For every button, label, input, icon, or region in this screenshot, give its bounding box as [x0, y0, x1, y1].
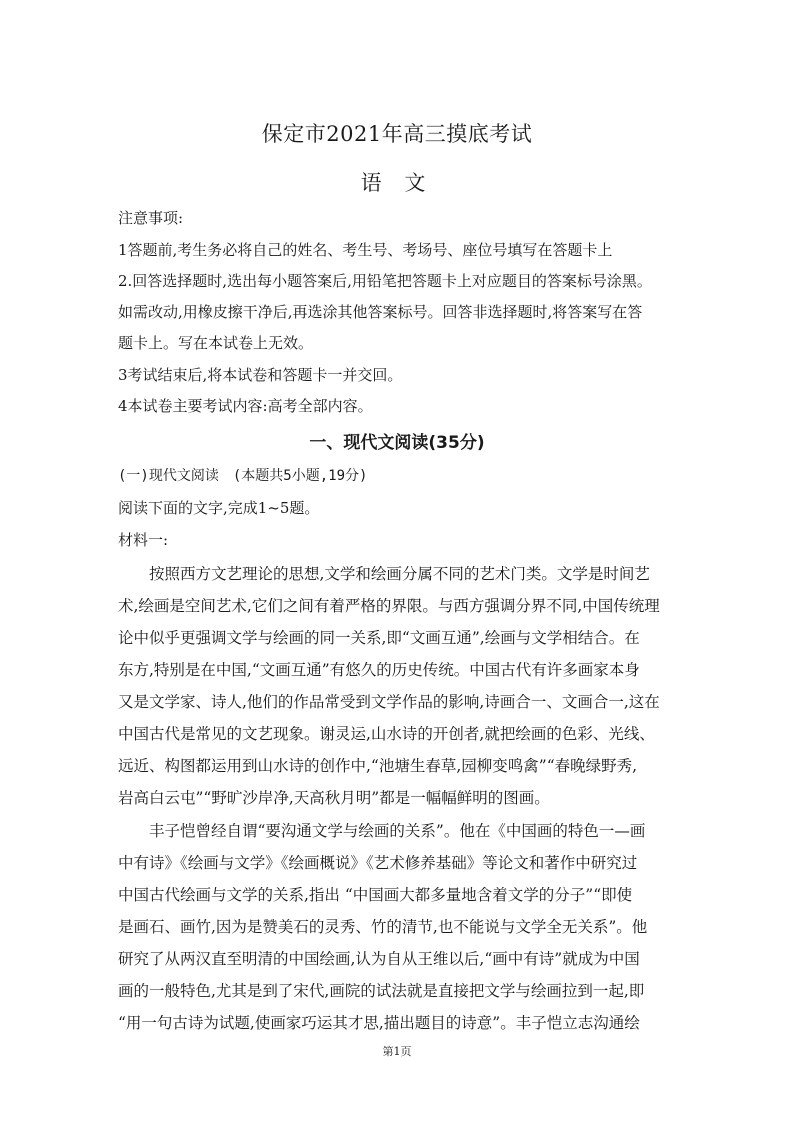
reading-instruction: 阅读下面的文字,完成1~5题。: [118, 499, 320, 517]
notice-item: 1答题前,考生务必将自己的姓名、考生号、考场号、座位号填写在答题卡上: [118, 241, 613, 259]
passage-line: 东方,特别是在中国,“文画互通”有悠久的历史传统。中国古代有许多画家本身: [118, 661, 640, 679]
subject-title: 语 文: [360, 171, 434, 195]
material-label: 材料一:: [118, 531, 169, 549]
notice-item: 3考试结束后,将本试卷和答题卡一并交回。: [118, 366, 403, 384]
passage-line: 又是文学家、诗人,他们的作品常受到文学作品的影响,诗画合一、文画合一,这在: [118, 693, 660, 711]
passage-line: 中有诗》《绘画与文学》《绘画概说》《艺术修养基础》等论文和著作中研究过: [118, 854, 638, 872]
passage-line: 研究了从两汉直至明清的中国绘画,认为自从王维以后,“画中有诗”就成为中国: [118, 950, 640, 968]
exam-title: 保定市2021年高三摸底考试: [261, 122, 533, 146]
passage-line: 是画石、画竹,因为是赞美石的灵秀、竹的清节,也不能说与文学全无关系”。他: [118, 918, 648, 936]
notice-item: 4本试卷主要考试内容:高考全部内容。: [118, 397, 373, 415]
passage-line: 论中似乎更强调文学与绘画的同一关系,即“文画互通”,绘画与文学相结合。在: [118, 629, 640, 647]
notice-item: 如需改动,用橡皮擦干净后,再选涂其他答案标号。回答非选择题时,将答案写在答: [118, 303, 643, 321]
passage-line: 远近、构图都运用到山水诗的创作中,“池塘生春草,园柳变鸣禽”“春晚绿野秀,: [118, 757, 638, 775]
passage-line: 岩高白云屯”“野旷沙岸净,天高秋月明”都是一幅幅鲜明的图画。: [118, 789, 550, 807]
section-title: 一、现代文阅读(35分): [309, 433, 485, 453]
passage-line: 中国古代绘画与文学的关系,指出 “中国画大都多量地含着文学的分子”“即使: [118, 886, 633, 904]
passage-line: 按照西方文艺理论的思想,文学和绘画分属不同的艺术门类。文学是时间艺: [149, 565, 650, 583]
passage-line: 丰子恺曾经自谓“要沟通文学与绘画的关系”。他在《中国画的特色一—画: [149, 822, 646, 840]
subsection-title: (一)现代文阅读 (本题共5小题,19分): [118, 468, 368, 484]
notice-item: 2.回答选择题时,选出每小题答案后,用铅笔把答题卡上对应题目的答案标号涂黑。: [118, 272, 652, 290]
page-number: 第1页: [382, 1045, 412, 1058]
passage-line: “用一句古诗为试题,使画家巧运其才思,描出题目的诗意”。丰子恺立志沟通绘: [118, 1014, 640, 1032]
notice-item: 题卡上。写在本试卷上无效。: [118, 334, 314, 352]
notice-heading: 注意事项:: [118, 209, 184, 227]
passage-line: 中国古代是常见的文艺现象。谢灵运,山水诗的开创者,就把绘画的色彩、光线、: [118, 725, 655, 743]
passage-line: 术,绘画是空间艺术,它们之间有着严格的界限。与西方强调分界不同,中国传统理: [118, 597, 660, 615]
passage-line: 画的一般特色,尤其是到了宋代,画院的试法就是直接把文学与绘画拉到一起,即: [118, 982, 645, 1000]
